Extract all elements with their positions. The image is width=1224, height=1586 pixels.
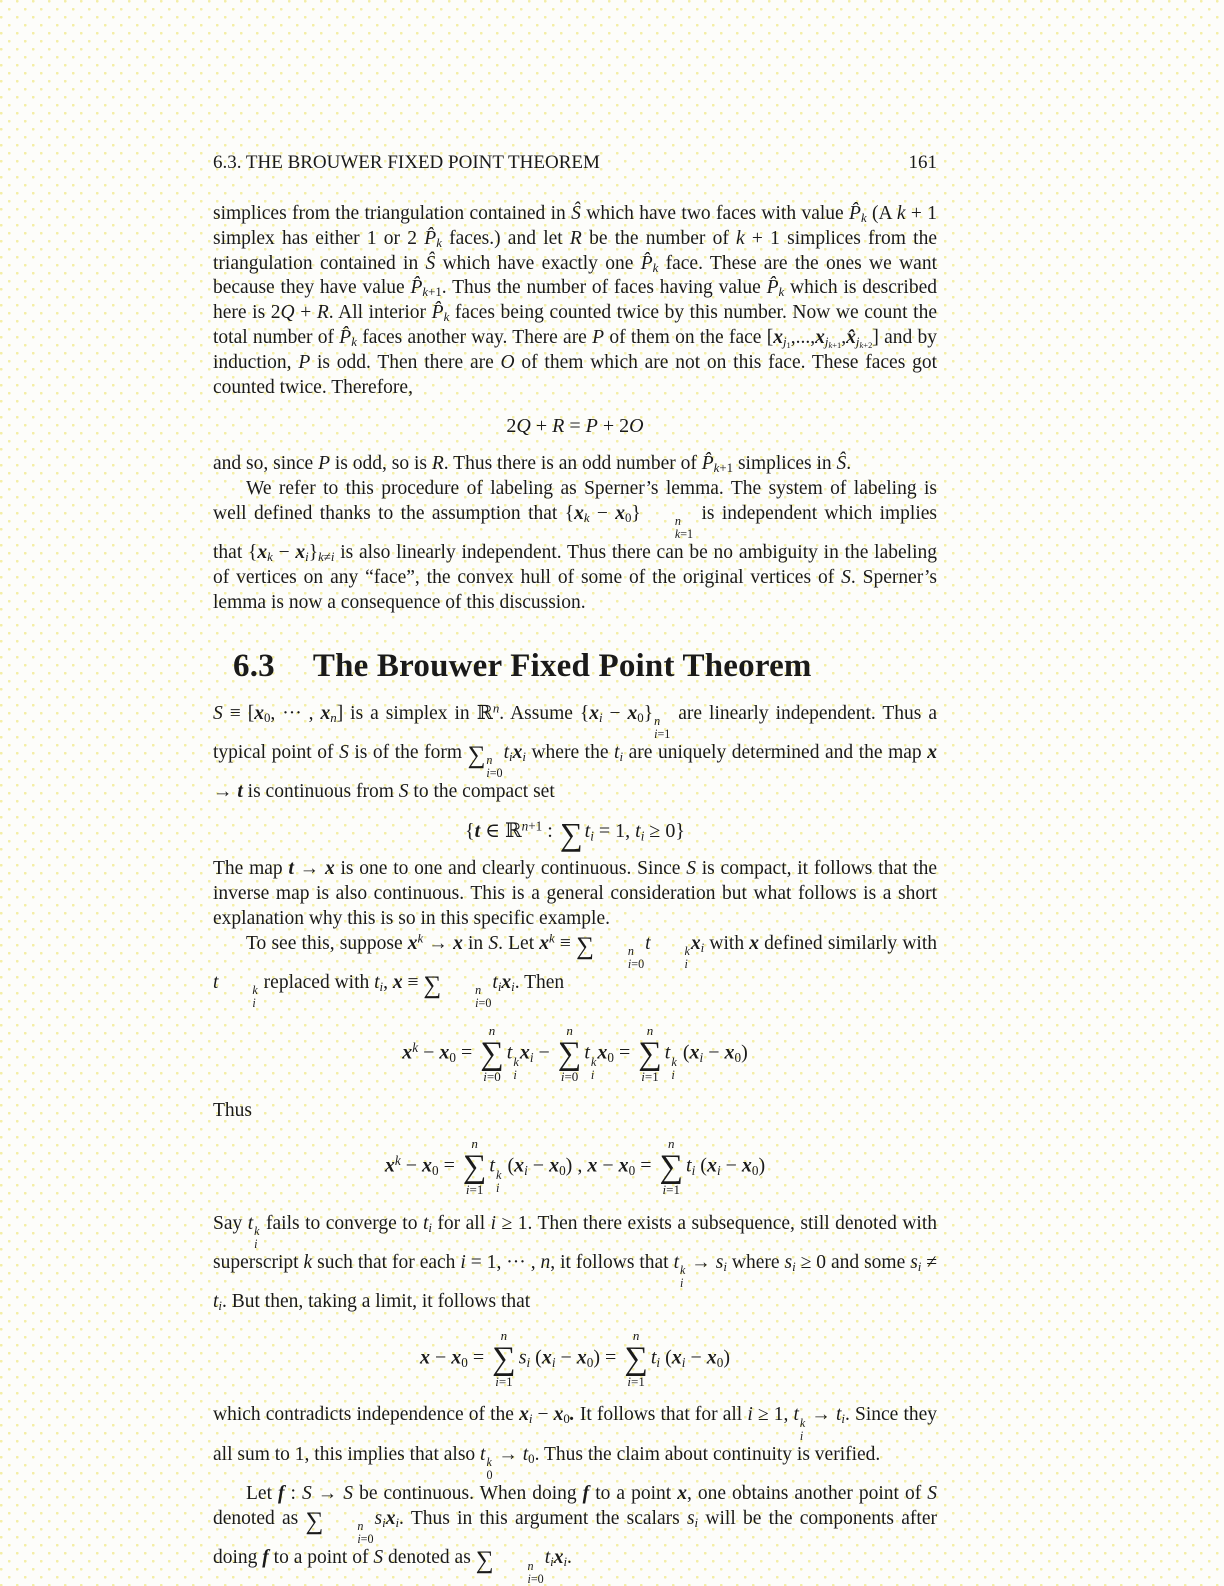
section-title: The Brouwer Fixed Point Theorem bbox=[312, 647, 812, 684]
section-heading bbox=[233, 648, 937, 685]
paragraph: Thus bbox=[213, 1099, 252, 1121]
paragraph: We refer to this procedure of labeling as Sperner’s lemma. The system of labeling is well defined thanks to the assumption that $\{x_k - x_0\}$ n k=1 is independent which implies that $\{x_k - x_i\}_{k\ne i}$ is also linearly independent. Thus there can be no ambiguity in the labeling of vertices on any “face”, the convex hull of some of the original vertices of S. Sperner’s lemma is now a consequence of this discussion. bbox=[213, 478, 937, 613]
paragraph: The map t → x is one to one and clearly continuous. Since S is compact, it follows that the inverse map is also continuous. This is a general consideration but what follows is a short explanation why this is so in this specific example. bbox=[213, 858, 938, 929]
running-head-section: 6.3. THE BROUWER FIXED POINT THEOREM bbox=[213, 152, 600, 173]
display-equation: $x^k - x_0$ = n ∑ i=1 t k i $(x_i - x_0)$ , $x - x_0$ = n ∑ i=1 $t_i$ $(x_i - x_0)$ bbox=[384, 1136, 766, 1197]
paragraph: Let f : S → S be continuous. When doing f to a point x, one obtains another point of S denoted as ∑ n i=0 $s_ix_i$. Thus in this argument the scalars $s_i$ will be the components after doing f to a point of S denoted as ∑ n i=0 $t_ix_i$. bbox=[213, 1483, 937, 1586]
paragraph: Say t k i fails to converge to $t_i$ for all i ≥ 1. Then there exists a subsequence, still denoted with superscript k such that for each i = 1, ··· , n, it follows that t k i → $s_i$ where $s_i \ge 0$ and some $s_i \ne t_i$. But then, taking a limit, it follows that bbox=[213, 1212, 938, 1314]
display-equation: 2Q + R = P + 2O bbox=[506, 415, 644, 438]
running-head-page-number: 161 bbox=[908, 152, 937, 173]
paragraph: and so, since P is odd, so is R. Thus there is an odd number of $P̂_{k+1}$ simplices in Ŝ. bbox=[213, 453, 852, 476]
display-equation: $x - x_0$ = n ∑ i=1 $s_i$ $(x_i - x_0)$ = n ∑ i=1 $t_i$ $(x_i - x_0)$ bbox=[420, 1328, 730, 1389]
paragraph: To see this, suppose $x^k \to x$ in S. Let $x^k$ ≡ ∑ n i=0 t k i $x_i$ with x defined similarly with t k i replaced with $t_i$, x ≡ ∑ n i=0 $t_ix_i$. Then bbox=[213, 931, 937, 1011]
paragraph: which contradicts independence of the $x_i - x_0$. It follows that for all i ≥ 1, t k i → $t_i$. Since they all sum to 1, this implies that also t k 0 → $t_0$. Thus the claim about continuity is verified. bbox=[213, 1404, 938, 1483]
paragraph: $S \equiv [x_0$, ··· , $x_n$] is a simplex in ℝ$^n$. Assume $\{x_i - x_0\}$ n i=1 are linearly independent. Thus a typical point of S is of the form ∑ n i=0 $t_ix_i$ where the $t_i$ are uniquely determined and the map x → t is continuous from S to the compact set bbox=[213, 701, 937, 803]
paragraph: simplices from the triangulation contained in Ŝ which have two faces with value $P̂_k$ (A k + 1 simplex has either 1 or 2 $P̂_k$ faces.) and let R be the number of k + 1 simplices from the triangulation contained in Ŝ which have exactly one $P̂_k$ face. These are the ones we want because they have value $P̂_{k+1}$. Thus the number of faces having value $P̂_k$ which is described here is 2Q + R. All interior $P̂_k$ faces being counted twice by this number. Now we count the total number of $P̂_k$ faces another way. There are P of them on the face $[x_{j_1},...,x_{j_{k+1}},x̂_{j_{k+2}}]$ and by induction, P is odd. Then there are O of them which are not on this face. These faces got counted twice. Therefore, bbox=[213, 203, 938, 398]
display-equation: $x^k - x_0$ = n ∑ i=0 t k i $x_i$ − n ∑ i=0 t k i $x_0$ = n ∑ i=1 t k i $(x_i - x_0)$ bbox=[402, 1023, 748, 1084]
page-content bbox=[213, 152, 937, 1586]
display-equation: {t ∈ ℝ$^{n+1}$ : ∑ $t_i = 1$, $t_i \ge 0$} bbox=[465, 815, 685, 852]
running-head bbox=[213, 152, 937, 174]
section-number: 6.3 bbox=[233, 647, 275, 684]
content-blocks bbox=[213, 202, 937, 1586]
